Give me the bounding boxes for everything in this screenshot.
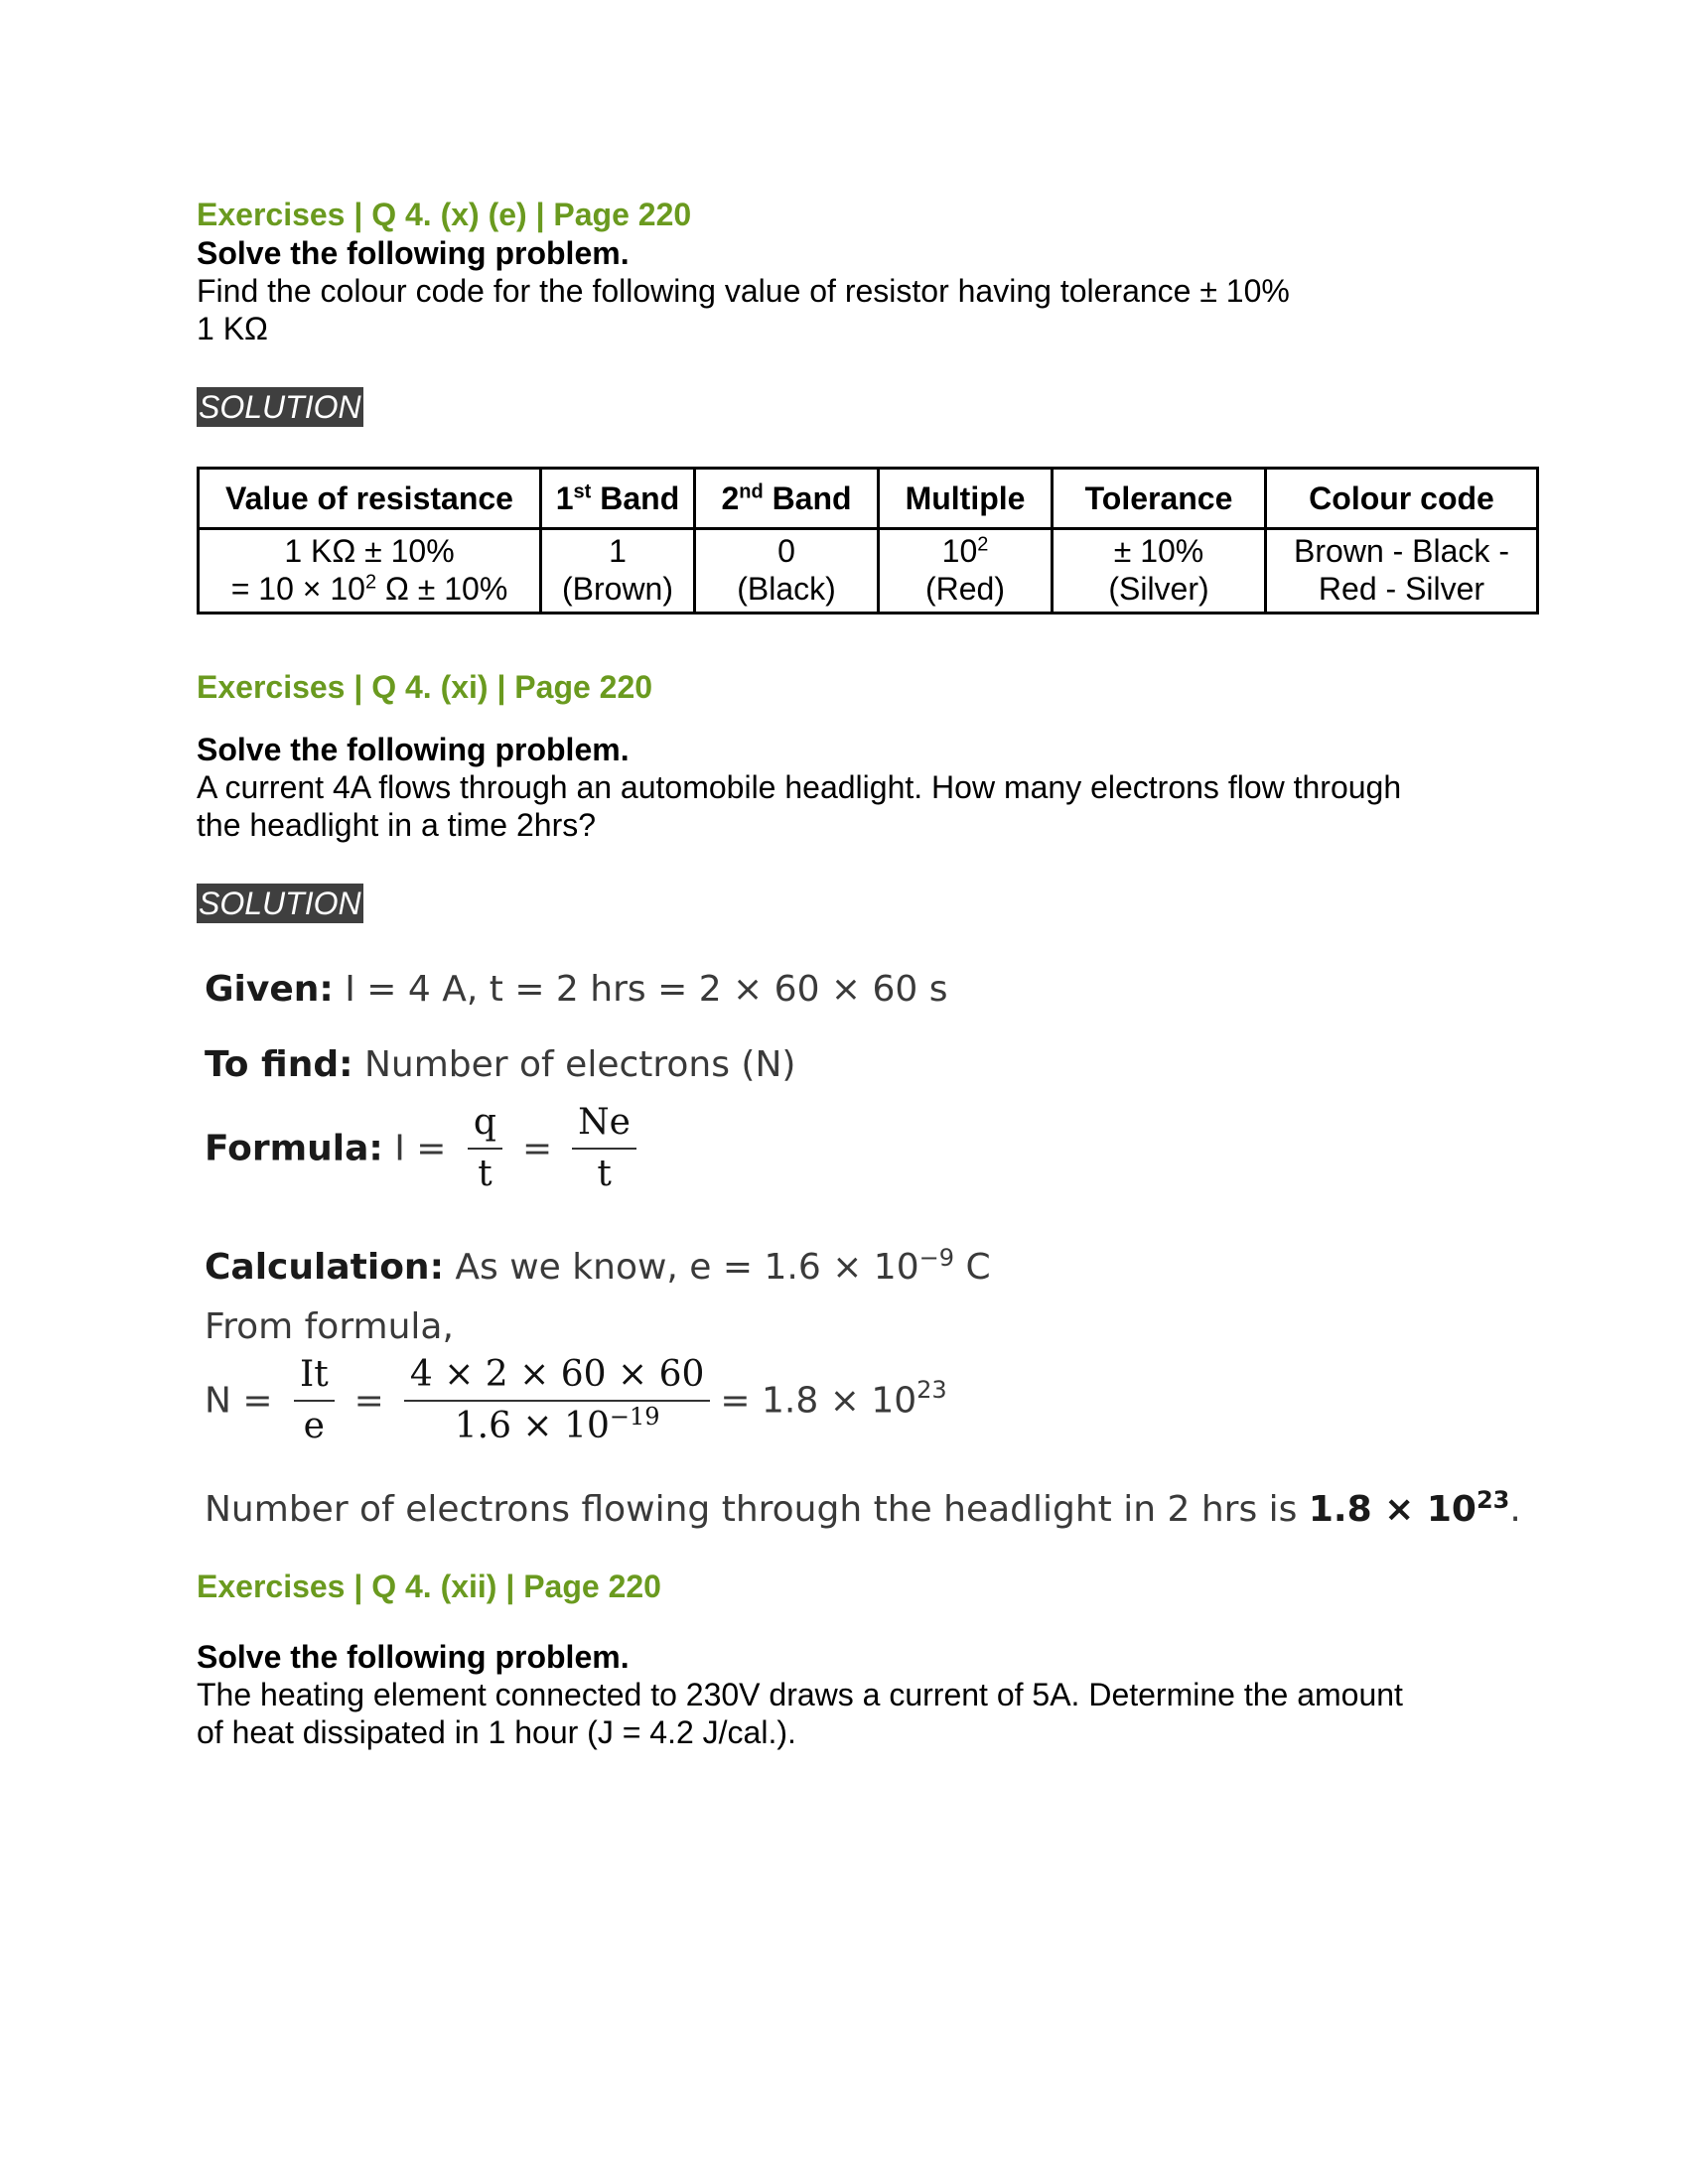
fraction: $\frac{4 \times 2 \times 60 \times 60}{1.6 \times 10^{-19}}$ xyxy=(404,1350,711,1451)
problem-title: Solve the following problem. xyxy=(197,732,630,767)
table-header-row xyxy=(199,469,1538,529)
question-heading: Exercises | Q 4. (xii) | Page 220 xyxy=(197,1569,661,1604)
question-heading: Exercises | Q 4. (x) (e) | Page 220 xyxy=(197,197,692,232)
table-row xyxy=(199,529,1538,614)
problem-text-line: of heat dissipated in 1 hour (J = 4.2 J/cal.). xyxy=(197,1714,796,1750)
header-multiple: Multiple xyxy=(879,469,1053,529)
cell-band2: 0 (Black) xyxy=(695,529,879,614)
problem-text-line: the headlight in a time 2hrs? xyxy=(197,807,597,843)
problem-text-line: 1 KΩ xyxy=(197,311,268,346)
calculation-line: Calculation: As we know, $e = 1.6 \times 10^{-9}$ C xyxy=(205,1244,991,1288)
cell-band1: 1 (Brown) xyxy=(541,529,695,614)
given-line: Given: I = 4 A, t = 2 hrs = 2 × 60 × 60 s xyxy=(205,969,948,1010)
resistor-table-wrap xyxy=(197,467,1539,614)
tofind-line: To find: Number of electrons (N) xyxy=(205,1044,796,1085)
cell-multiple: $10^2$ (Red) xyxy=(879,529,1053,614)
conclusion-line: Number of electrons flowing through the headlight in 2 hrs is $1.8 \times 10^{23}$. xyxy=(205,1486,1521,1530)
problem-text-line: The heating element connected to 230V draws a current of 5A. Determine the amount xyxy=(197,1677,1403,1712)
fraction: $\frac{q}{t}$ xyxy=(468,1098,502,1199)
n-equation-line: N = $\frac{It}{e}$ = $\frac{4 \times 2 \times 60 \times 60}{1.6 \times 10^{-19}}$ = $1.8 \times 10^{23}$ xyxy=(205,1350,947,1451)
header-colour-code: Colour code xyxy=(1266,469,1538,529)
problem-text-line: Find the colour code for the following value of resistor having tolerance ± 10% xyxy=(197,273,1290,309)
header-value: Value of resistance xyxy=(199,469,541,529)
problem-title: Solve the following problem. xyxy=(197,235,630,271)
from-formula-line: From formula, xyxy=(205,1306,454,1347)
problem-text-line: A current 4A flows through an automobile headlight. How many electrons flow through xyxy=(197,769,1402,805)
solution-label: SOLUTION xyxy=(199,886,361,921)
cell-tolerance: ± 10% (Silver) xyxy=(1053,529,1266,614)
problem-title: Solve the following problem. xyxy=(197,1639,630,1675)
header-band2: 2nd Band xyxy=(695,469,879,529)
header-band1: 1st Band xyxy=(541,469,695,529)
fraction: $\frac{Ne}{t}$ xyxy=(572,1098,636,1199)
cell-value: 1 KΩ ± 10% = $10 \times 10^2$ Ω ± 10% xyxy=(199,529,541,614)
resistor-colour-table xyxy=(197,467,1539,614)
header-tolerance: Tolerance xyxy=(1053,469,1266,529)
solution-label: SOLUTION xyxy=(199,389,361,425)
question-heading: Exercises | Q 4. (xi) | Page 220 xyxy=(197,669,653,705)
fraction: $\frac{It}{e}$ xyxy=(294,1350,335,1451)
cell-colour-code: Brown - Black - Red - Silver xyxy=(1266,529,1538,614)
formula-line: Formula: I = $\frac{q}{t}$ = $\frac{Ne}{t}$ xyxy=(205,1098,646,1199)
